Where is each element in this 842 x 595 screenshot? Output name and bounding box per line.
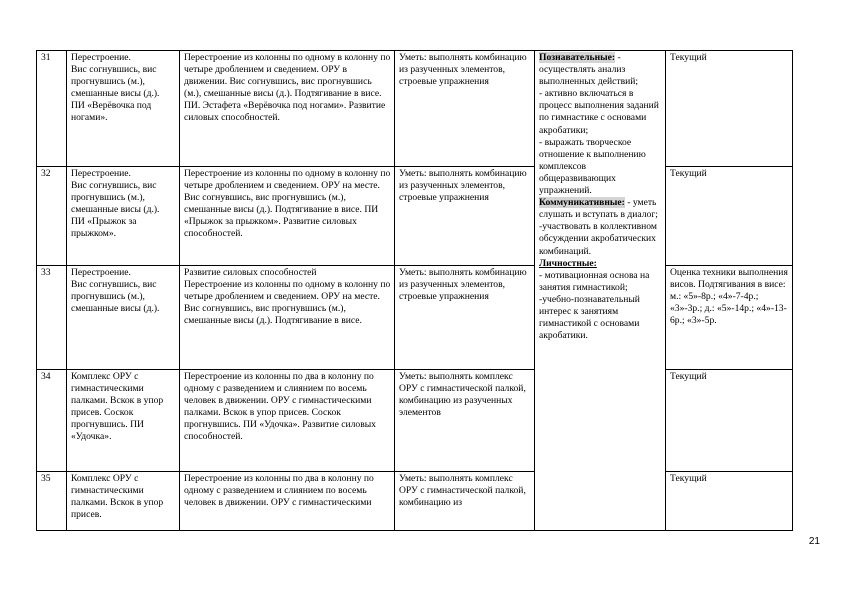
lesson-topic: Перестроение. Вис согнувшись, вис прогнувшись (м.), смешанные висы (д.). ПИ «Верёвочка под ногами». bbox=[67, 51, 180, 167]
lesson-skills: Уметь: выполнять комбинацию из разученных элементов, строевые упражнения bbox=[395, 266, 535, 370]
page-number: 21 bbox=[808, 536, 820, 547]
table-row-33 bbox=[37, 266, 793, 370]
uud-cell bbox=[535, 51, 666, 531]
lesson-elements: Развитие силовых способностей Перестроение из колонны по одному в колонну по четыре дроблением и сведением. ОРУ на месте. Вис согнувшись, вис прогнувшись (м.), смешанные висы (д.). Подтягивание в висе. bbox=[180, 266, 395, 370]
uud-cognitive-text: - осуществлять анализ выполненных действий; - активно включаться в процесс выполнения заданий по гимнастике с основами акробатики; - выражать творческое отношение к выполнению комплексов общеразвивающих упражнений. bbox=[539, 52, 659, 197]
lesson-topic: Комплекс ОРУ с гимнастическими палками. Вскок в упор присев. Соскок прогнувшись. ПИ «Удочка». bbox=[67, 370, 180, 472]
lesson-topic: Перестроение. Вис согнувшись, вис прогнувшись (м.), смешанные висы (д.). ПИ «Прыжок за прыжком». bbox=[67, 167, 180, 266]
lesson-number: 33 bbox=[37, 266, 67, 370]
lesson-skills: Уметь: выполнять комплекс ОРУ с гимнастической палкой, комбинацию из bbox=[395, 472, 535, 531]
control-type: Текущий bbox=[666, 167, 793, 266]
table-row-35 bbox=[37, 472, 793, 531]
control-type: Текущий bbox=[666, 472, 793, 531]
lesson-skills: Уметь: выполнять комбинацию из разученных элементов, строевые упражнения bbox=[395, 51, 535, 167]
lesson-topic: Комплекс ОРУ с гимнастическими палками. Вскок в упор присев. bbox=[67, 472, 180, 531]
uud-personal-label: Личностные: bbox=[539, 257, 597, 269]
lesson-elements: Перестроение из колонны по два в колонну по одному с разведением и слиянием по восемь человек в движении. ОРУ с гимнастическими bbox=[180, 472, 395, 531]
lesson-skills: Уметь: выполнять комплекс ОРУ с гимнастической палкой, комбинацию из разученных элементов bbox=[395, 370, 535, 472]
lesson-number: 34 bbox=[37, 370, 67, 472]
lesson-skills: Уметь: выполнять комбинацию из разученных элементов, строевые упражнения bbox=[395, 167, 535, 266]
lesson-elements: Перестроение из колонны по два в колонну по одному с разведением и слиянием по восемь человек в движении. ОРУ с гимнастическими палками. Вскок в упор присев. Соскок прогнувшись. ПИ «Удочка». Развитие силовых способностей. bbox=[180, 370, 395, 472]
lesson-number: 32 bbox=[37, 167, 67, 266]
uud-cognitive-label: Познавательные: bbox=[539, 52, 616, 63]
lesson-elements: Перестроение из колонны по одному в колонну по четыре дроблением и сведением. ОРУ в движении. Вис согнувшись, вис прогнувшись (м.), смешанные висы (д.). Подтягивание в висе. ПИ. Эстафета «Верёвочка под ногами». Развитие силовых способностей. bbox=[180, 51, 395, 167]
uud-communicative-text: - уметь слушать и вступать в диалог; -участвовать в коллективном обсуждении акробатических комбинаций. bbox=[539, 197, 658, 257]
control-type: Текущий bbox=[666, 370, 793, 472]
table-row-32 bbox=[37, 167, 793, 266]
control-type: Текущий bbox=[666, 51, 793, 167]
table-row-34 bbox=[37, 370, 793, 472]
lesson-number: 35 bbox=[37, 472, 67, 531]
lesson-topic: Перестроение. Вис согнувшись, вис прогнувшись (м.), смешанные висы (д.). bbox=[67, 266, 180, 370]
lesson-number: 31 bbox=[37, 51, 67, 167]
lesson-plan-table bbox=[36, 50, 793, 531]
uud-communicative-label: Коммуникативные: bbox=[539, 197, 625, 209]
uud-personal-text: - мотивационная основа на занятия гимнастикой; -учебно-познавательный интерес к занятиям гимнастикой с основами акробатики. bbox=[539, 269, 650, 342]
table-row-31 bbox=[37, 51, 793, 167]
lesson-elements: Перестроение из колонны по одному в колонну по четыре дроблением и сведением. ОРУ на месте. Вис согнувшись, вис прогнувшись (м.), смешанные висы (д.). Подтягивание в висе. ПИ «Прыжок за прыжком». Развитие силовых способностей. bbox=[180, 167, 395, 266]
control-type: Оценка техники выполнения висов. Подтягивания в висе: м.: «5»-8р.; «4»-7-4р.; «3»-3р.; д.: «5»-14р.; «4»-13-6р.; «3»-5р. bbox=[666, 266, 793, 370]
